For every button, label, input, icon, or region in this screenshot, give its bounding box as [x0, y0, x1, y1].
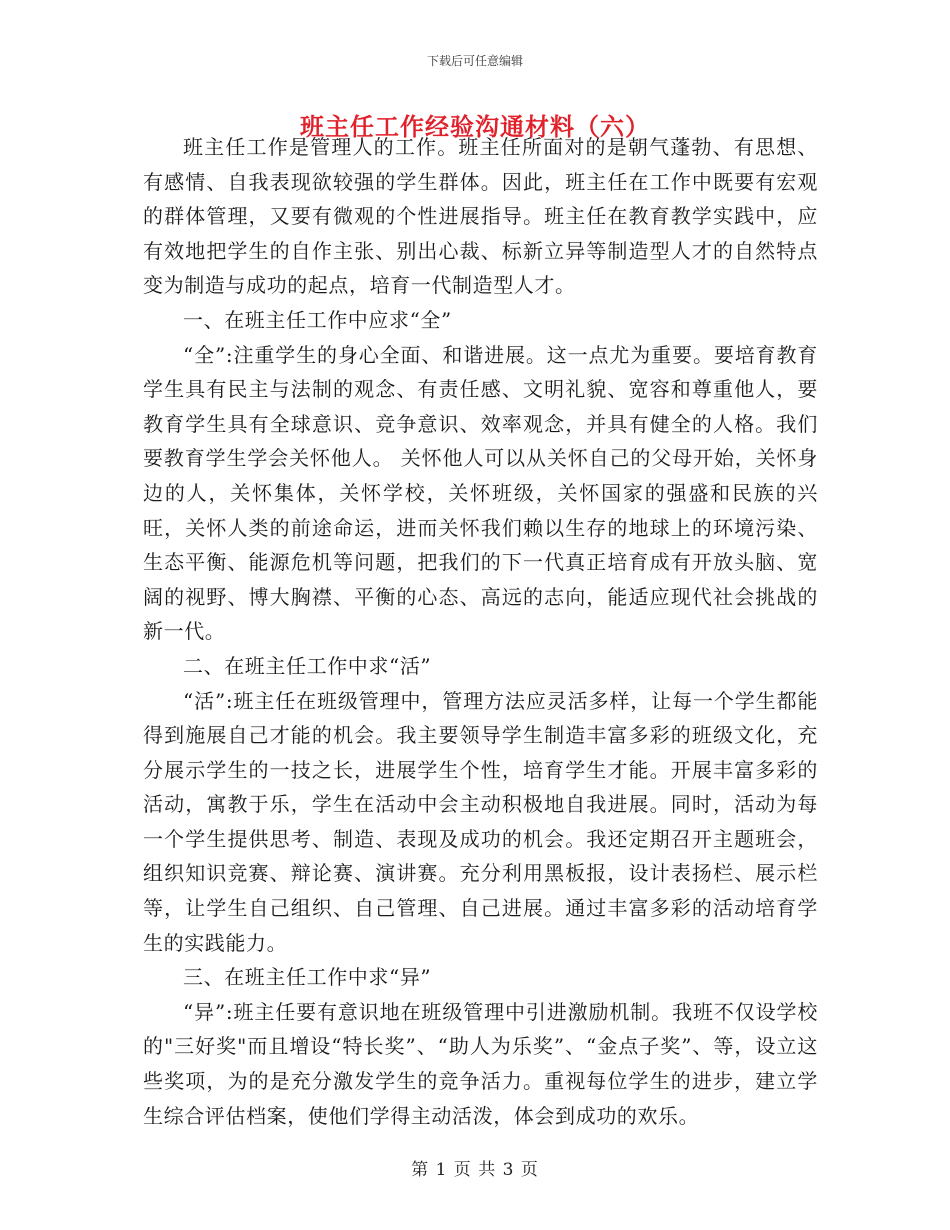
section-paragraph-1: “全”:注重学生的身心全面、和谐进展。这一点尤为重要。要培育教育学生具有民主与法制的观念、有责任感、文明礼貌、宽容和尊重他人，要教育学生具有全球意识、竞争意识、效率观念，并具有健全的人格。我们要教育学生学会关怀他人。 关怀他人可以从关怀自己的父母开始，关怀身边的人，关怀集体，关怀学校，关怀班级，关怀国家的强盛和民族的兴旺，关怀人类的前途命运，进而关怀我们赖以生存的地球上的环境污染、生态平衡、能源危机等问题，把我们的下一代真正培育成有开放头脑、宽阔的视野、博大胸襟、平衡的心态、高远的志向，能适应现代社会挑战的新一代。	[143, 342, 818, 644]
section-paragraph-3: “异”:班主任要有意识地在班级管理中引进激励机制。我班不仅设学校的"三好奖"而且增设“特长奖”、“助人为乐奖”、“金点子奖”、等，设立这些奖项，为的是充分激发学生的竞争活力。重视每位学生的进步，建立学生综合评估档案，使他们学得主动活泼，体会到成功的欢乐。	[143, 999, 818, 1128]
section-paragraph-2: “活”:班主任在班级管理中，管理方法应灵活多样，让每一个学生都能得到施展自己才能的机会。我主要领导学生制造丰富多彩的班级文化，充分展示学生的一技之长，进展学生个性，培育学生才能。开展丰富多彩的活动，寓教于乐，学生在活动中会主动积极地自我进展。同时，活动为每一个学生提供思考、制造、表现及成功的机会。我还定期召开主题班会，组织知识竞赛、辩论赛、演讲赛。充分利用黑板报，设计表扬栏、展示栏等，让学生自己组织、自己管理、自己进展。通过丰富多彩的活动培育学生的实践能力。	[143, 688, 818, 955]
section-heading-3: 三、在班主任工作中求“异”	[183, 965, 432, 990]
intro-paragraph: 班主任工作是管理人的工作。班主任所面对的是朝气蓬勃、有思想、有感情、自我表现欲较强的学生群体。因此，班主任在工作中既要有宏观的群体管理，又要有微观的个性进展指导。班主任在教育教学实践中，应有效地把学生的自作主张、别出心裁、标新立异等制造型人才的自然特点变为制造与成功的起点，培育一代制造型人才。	[143, 135, 818, 298]
header-note: 下载后可任意编辑	[426, 54, 523, 68]
document-title: 班主任工作经验沟通材料（六）	[300, 112, 650, 141]
section-heading-2: 二、在班主任工作中求“活”	[183, 653, 432, 678]
page-footer: 第 1 页 共 3 页	[411, 1160, 539, 1180]
document-body	[143, 130, 818, 1133]
section-heading-1: 一、在班主任工作中应求“全”	[183, 307, 452, 332]
